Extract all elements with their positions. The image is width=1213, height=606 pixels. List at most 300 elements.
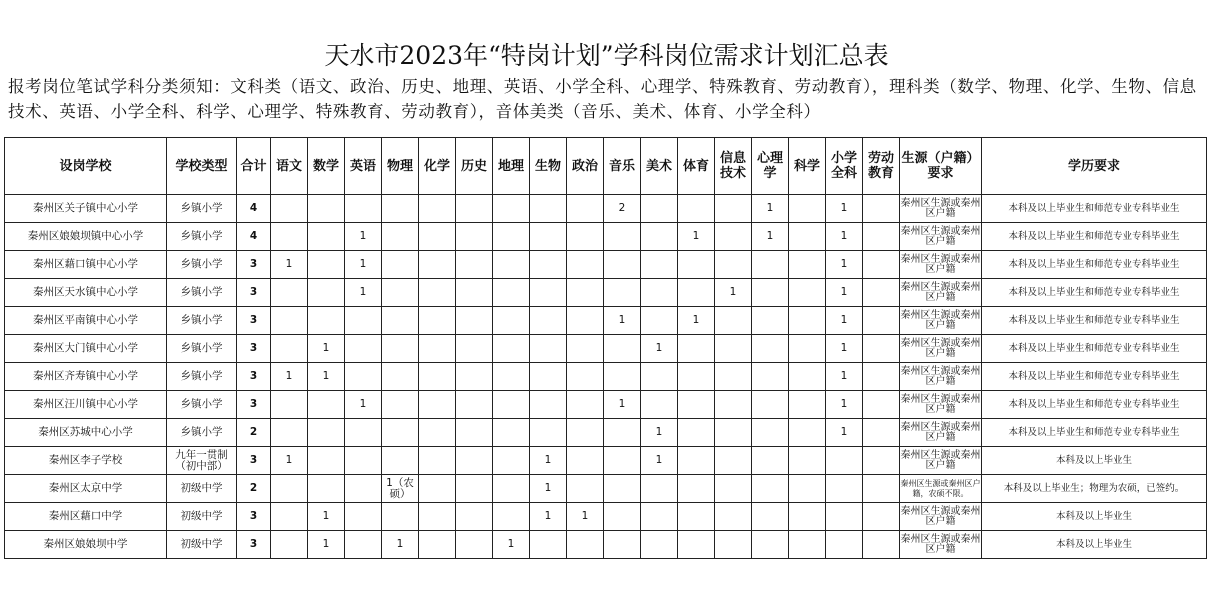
table-row — [5, 531, 1207, 559]
subject-count-cell — [678, 251, 715, 279]
table-row — [5, 503, 1207, 531]
subject-count-cell — [863, 503, 900, 531]
subject-count-cell — [271, 307, 308, 335]
subject-count-cell — [493, 251, 530, 279]
subject-count-cell — [715, 251, 752, 279]
header-cell: 小学全科 — [826, 138, 863, 195]
subject-count-cell — [456, 251, 493, 279]
source-requirement-cell: 秦州区生源或秦州区户籍 — [900, 447, 982, 475]
subject-count-cell — [715, 419, 752, 447]
total-cell: 2 — [237, 475, 271, 503]
school-name-cell: 秦州区齐寿镇中心小学 — [5, 363, 167, 391]
subject-count-cell — [567, 279, 604, 307]
header-cell: 语文 — [271, 138, 308, 195]
header-cell: 生物 — [530, 138, 567, 195]
subject-count-cell — [752, 419, 789, 447]
subject-count-cell — [641, 195, 678, 223]
table-row — [5, 475, 1207, 503]
subject-count-cell — [382, 363, 419, 391]
subject-count-cell — [493, 363, 530, 391]
subject-count-cell: 1 — [345, 279, 382, 307]
subject-count-cell: 1 — [604, 307, 641, 335]
total-cell: 3 — [237, 391, 271, 419]
source-requirement-cell: 秦州区生源或秦州区户籍 — [900, 363, 982, 391]
subject-count-cell — [271, 223, 308, 251]
school-type-cell: 初级中学 — [167, 475, 237, 503]
school-name-cell: 秦州区天水镇中心小学 — [5, 279, 167, 307]
table-row — [5, 279, 1207, 307]
subject-count-cell — [493, 391, 530, 419]
subject-count-cell — [308, 195, 345, 223]
subject-count-cell — [271, 279, 308, 307]
header-cell: 心理学 — [752, 138, 789, 195]
subject-count-cell — [456, 447, 493, 475]
subject-count-cell — [493, 223, 530, 251]
education-requirement-cell: 本科及以上毕业生 — [982, 503, 1207, 531]
subject-count-cell — [456, 475, 493, 503]
subject-count-cell — [382, 335, 419, 363]
subject-count-cell: 1 — [345, 391, 382, 419]
subject-count-cell: 1 — [271, 363, 308, 391]
education-requirement-cell: 本科及以上毕业生和师范专业专科毕业生 — [982, 391, 1207, 419]
subject-count-cell — [604, 503, 641, 531]
subject-count-cell — [863, 335, 900, 363]
subject-count-cell: 2 — [604, 195, 641, 223]
subject-count-cell — [419, 475, 456, 503]
education-requirement-cell: 本科及以上毕业生和师范专业专科毕业生 — [982, 307, 1207, 335]
subject-count-cell — [863, 195, 900, 223]
source-requirement-cell: 秦州区生源或秦州区户籍 — [900, 279, 982, 307]
subject-count-cell: 1 — [826, 279, 863, 307]
table-row — [5, 223, 1207, 251]
subject-count-cell — [271, 475, 308, 503]
education-requirement-cell: 本科及以上毕业生 — [982, 447, 1207, 475]
subject-count-cell: 1 — [604, 391, 641, 419]
subject-count-cell — [419, 391, 456, 419]
source-requirement-cell: 秦州区生源或秦州区户籍，农硕不限。 — [900, 475, 982, 503]
subject-count-cell — [752, 475, 789, 503]
header-cell: 历史 — [456, 138, 493, 195]
subject-count-cell — [678, 531, 715, 559]
subject-count-cell — [752, 363, 789, 391]
total-cell: 3 — [237, 335, 271, 363]
subject-count-cell — [641, 251, 678, 279]
subject-count-cell — [308, 391, 345, 419]
subject-count-cell — [789, 419, 826, 447]
header-cell: 政治 — [567, 138, 604, 195]
subject-count-cell: 1 — [345, 251, 382, 279]
education-requirement-cell: 本科及以上毕业生和师范专业专科毕业生 — [982, 195, 1207, 223]
subject-count-cell — [493, 447, 530, 475]
subject-count-cell — [752, 279, 789, 307]
subject-count-cell — [493, 475, 530, 503]
subject-count-cell: 1 — [826, 335, 863, 363]
school-type-cell: 初级中学 — [167, 503, 237, 531]
subject-count-cell: 1 — [826, 419, 863, 447]
subject-count-cell: 1 — [641, 447, 678, 475]
school-name-cell: 秦州区李子学校 — [5, 447, 167, 475]
subject-count-cell — [419, 503, 456, 531]
school-name-cell: 秦州区太京中学 — [5, 475, 167, 503]
subject-count-cell — [604, 447, 641, 475]
source-requirement-cell: 秦州区生源或秦州区户籍 — [900, 195, 982, 223]
subject-count-cell — [567, 531, 604, 559]
subject-count-cell: 1 — [826, 363, 863, 391]
subject-count-cell: 1（农硕） — [382, 475, 419, 503]
subject-count-cell — [345, 503, 382, 531]
education-requirement-cell: 本科及以上毕业生和师范专业专科毕业生 — [982, 363, 1207, 391]
subject-count-cell — [678, 335, 715, 363]
subject-count-cell — [530, 363, 567, 391]
subject-count-cell — [715, 335, 752, 363]
demand-table — [4, 137, 1207, 559]
subject-count-cell: 1 — [826, 251, 863, 279]
education-requirement-cell: 本科及以上毕业生和师范专业专科毕业生 — [982, 223, 1207, 251]
school-name-cell: 秦州区汪川镇中心小学 — [5, 391, 167, 419]
exam-notice: 报考岗位笔试学科分类须知：文科类（语文、政治、历史、地理、英语、小学全科、心理学、特殊教育、劳动教育），理科类（数学、物理、化学、生物、信息技术、英语、小学全科、科学、心理学、特殊教育、劳动教育），音体美类（音乐、美术、体育、小学全科） — [8, 77, 1197, 121]
header-cell: 设岗学校 — [5, 138, 167, 195]
subject-count-cell — [530, 307, 567, 335]
source-requirement-cell: 秦州区生源或秦州区户籍 — [900, 391, 982, 419]
subject-count-cell — [456, 307, 493, 335]
subject-count-cell: 1 — [345, 223, 382, 251]
subject-count-cell — [567, 391, 604, 419]
subject-count-cell — [382, 195, 419, 223]
school-name-cell: 秦州区平南镇中心小学 — [5, 307, 167, 335]
subject-count-cell — [493, 279, 530, 307]
subject-count-cell — [567, 475, 604, 503]
subject-count-cell — [530, 251, 567, 279]
subject-count-cell — [530, 223, 567, 251]
subject-count-cell: 1 — [382, 531, 419, 559]
subject-count-cell: 1 — [826, 195, 863, 223]
total-cell: 3 — [237, 279, 271, 307]
subject-count-cell — [789, 279, 826, 307]
subject-count-cell — [604, 419, 641, 447]
subject-count-cell — [493, 195, 530, 223]
table-row — [5, 307, 1207, 335]
header-cell: 地理 — [493, 138, 530, 195]
subject-count-cell — [271, 391, 308, 419]
subject-count-cell — [530, 391, 567, 419]
school-type-cell: 乡镇小学 — [167, 195, 237, 223]
subject-count-cell: 1 — [271, 251, 308, 279]
subject-count-cell — [530, 335, 567, 363]
subject-count-cell — [419, 363, 456, 391]
subject-count-cell — [604, 475, 641, 503]
subject-count-cell — [752, 447, 789, 475]
subject-count-cell — [456, 419, 493, 447]
school-type-cell: 乡镇小学 — [167, 223, 237, 251]
subject-count-cell — [752, 391, 789, 419]
subject-count-cell — [382, 251, 419, 279]
subject-count-cell: 1 — [530, 503, 567, 531]
subject-count-cell — [678, 279, 715, 307]
subject-count-cell: 1 — [530, 475, 567, 503]
subject-count-cell — [308, 307, 345, 335]
header-cell: 学校类型 — [167, 138, 237, 195]
subject-count-cell — [789, 475, 826, 503]
subject-count-cell — [863, 419, 900, 447]
subject-count-cell — [308, 475, 345, 503]
subject-count-cell — [419, 195, 456, 223]
school-type-cell: 乡镇小学 — [167, 335, 237, 363]
header-cell: 英语 — [345, 138, 382, 195]
education-requirement-cell: 本科及以上毕业生和师范专业专科毕业生 — [982, 335, 1207, 363]
subject-count-cell — [715, 503, 752, 531]
subject-count-cell — [863, 447, 900, 475]
subject-count-cell — [715, 531, 752, 559]
total-cell: 3 — [237, 447, 271, 475]
education-requirement-cell: 本科及以上毕业生和师范专业专科毕业生 — [982, 279, 1207, 307]
subject-count-cell — [382, 391, 419, 419]
subject-count-cell — [493, 419, 530, 447]
subject-count-cell: 1 — [530, 447, 567, 475]
subject-count-cell — [789, 195, 826, 223]
subject-count-cell — [419, 223, 456, 251]
school-type-cell: 九年一贯制（初中部） — [167, 447, 237, 475]
subject-count-cell — [789, 503, 826, 531]
subject-count-cell — [604, 335, 641, 363]
subject-count-cell — [863, 251, 900, 279]
subject-count-cell — [641, 391, 678, 419]
table-row — [5, 335, 1207, 363]
subject-count-cell — [678, 503, 715, 531]
school-type-cell: 乡镇小学 — [167, 419, 237, 447]
subject-count-cell — [345, 531, 382, 559]
subject-count-cell — [419, 447, 456, 475]
subject-count-cell — [308, 447, 345, 475]
total-cell: 3 — [237, 503, 271, 531]
school-name-cell: 秦州区藉口镇中心小学 — [5, 251, 167, 279]
subject-count-cell — [456, 503, 493, 531]
header-cell: 学历要求 — [982, 138, 1207, 195]
table-row — [5, 363, 1207, 391]
subject-count-cell — [604, 279, 641, 307]
subject-count-cell — [604, 531, 641, 559]
school-name-cell: 秦州区关子镇中心小学 — [5, 195, 167, 223]
subject-count-cell — [863, 391, 900, 419]
subject-count-cell — [308, 279, 345, 307]
subject-count-cell — [826, 531, 863, 559]
subject-count-cell — [789, 363, 826, 391]
subject-count-cell — [530, 279, 567, 307]
subject-count-cell — [271, 531, 308, 559]
subject-count-cell — [604, 363, 641, 391]
subject-count-cell — [345, 475, 382, 503]
subject-count-cell — [567, 419, 604, 447]
source-requirement-cell: 秦州区生源或秦州区户籍 — [900, 251, 982, 279]
total-cell: 3 — [237, 307, 271, 335]
subject-count-cell — [863, 279, 900, 307]
subject-count-cell: 1 — [826, 223, 863, 251]
subject-count-cell — [567, 447, 604, 475]
subject-count-cell — [308, 223, 345, 251]
subject-count-cell — [345, 307, 382, 335]
subject-count-cell — [345, 447, 382, 475]
subject-count-cell — [715, 475, 752, 503]
subject-count-cell — [345, 195, 382, 223]
subject-count-cell — [641, 475, 678, 503]
header-cell: 音乐 — [604, 138, 641, 195]
subject-count-cell — [715, 195, 752, 223]
subject-count-cell — [641, 531, 678, 559]
total-cell: 2 — [237, 419, 271, 447]
subject-count-cell: 1 — [271, 447, 308, 475]
subject-count-cell — [345, 335, 382, 363]
school-type-cell: 乡镇小学 — [167, 391, 237, 419]
subject-count-cell — [752, 335, 789, 363]
subject-count-cell — [678, 363, 715, 391]
page-cutoff — [0, 566, 1213, 606]
subject-count-cell — [456, 195, 493, 223]
subject-count-cell — [678, 391, 715, 419]
subject-count-cell — [456, 223, 493, 251]
subject-count-cell — [493, 307, 530, 335]
subject-count-cell — [678, 419, 715, 447]
subject-count-cell — [863, 475, 900, 503]
education-requirement-cell: 本科及以上毕业生和师范专业专科毕业生 — [982, 419, 1207, 447]
subject-count-cell — [641, 223, 678, 251]
header-cell: 劳动教育 — [863, 138, 900, 195]
subject-count-cell — [345, 419, 382, 447]
subject-count-cell — [604, 223, 641, 251]
source-requirement-cell: 秦州区生源或秦州区户籍 — [900, 419, 982, 447]
subject-count-cell — [863, 363, 900, 391]
subject-count-cell — [789, 335, 826, 363]
subject-count-cell: 1 — [308, 503, 345, 531]
subject-count-cell — [752, 531, 789, 559]
subject-count-cell: 1 — [308, 531, 345, 559]
subject-count-cell — [456, 531, 493, 559]
subject-count-cell — [641, 279, 678, 307]
subject-count-cell — [863, 223, 900, 251]
subject-count-cell — [271, 335, 308, 363]
school-name-cell: 秦州区苏城中心小学 — [5, 419, 167, 447]
subject-count-cell — [678, 475, 715, 503]
subject-count-cell — [308, 419, 345, 447]
subject-count-cell — [567, 307, 604, 335]
subject-count-cell — [419, 279, 456, 307]
source-requirement-cell: 秦州区生源或秦州区户籍 — [900, 503, 982, 531]
subject-count-cell: 1 — [493, 531, 530, 559]
total-cell: 3 — [237, 251, 271, 279]
school-type-cell: 乡镇小学 — [167, 307, 237, 335]
subject-count-cell — [826, 475, 863, 503]
subject-count-cell: 1 — [826, 391, 863, 419]
subject-count-cell — [752, 503, 789, 531]
subject-count-cell — [308, 251, 345, 279]
subject-count-cell — [863, 531, 900, 559]
school-type-cell: 乡镇小学 — [167, 251, 237, 279]
subject-count-cell — [789, 391, 826, 419]
subject-count-cell — [604, 251, 641, 279]
subject-count-cell — [419, 419, 456, 447]
subject-count-cell — [456, 363, 493, 391]
subject-count-cell — [826, 447, 863, 475]
total-cell: 3 — [237, 531, 271, 559]
subject-count-cell — [678, 447, 715, 475]
subject-count-cell: 1 — [678, 307, 715, 335]
subject-count-cell — [826, 503, 863, 531]
total-cell: 4 — [237, 195, 271, 223]
source-requirement-cell: 秦州区生源或秦州区户籍 — [900, 307, 982, 335]
subject-count-cell — [382, 447, 419, 475]
subject-count-cell — [789, 307, 826, 335]
school-name-cell: 秦州区大门镇中心小学 — [5, 335, 167, 363]
table-title: 天水市2023年“特岗计划”学科岗位需求计划汇总表 — [324, 41, 889, 70]
education-requirement-cell: 本科及以上毕业生和师范专业专科毕业生 — [982, 251, 1207, 279]
subject-count-cell — [382, 419, 419, 447]
subject-count-cell — [382, 279, 419, 307]
school-type-cell: 乡镇小学 — [167, 363, 237, 391]
subject-count-cell — [271, 419, 308, 447]
table-row — [5, 447, 1207, 475]
subject-count-cell — [419, 335, 456, 363]
subject-count-cell: 1 — [752, 223, 789, 251]
subject-count-cell — [382, 307, 419, 335]
subject-count-cell — [567, 251, 604, 279]
header-cell: 美术 — [641, 138, 678, 195]
education-requirement-cell: 本科及以上毕业生；物理为农硕，已签约。 — [982, 475, 1207, 503]
header-cell: 合计 — [237, 138, 271, 195]
subject-count-cell — [530, 419, 567, 447]
subject-count-cell — [493, 503, 530, 531]
source-requirement-cell: 秦州区生源或秦州区户籍 — [900, 531, 982, 559]
school-name-cell: 秦州区娘娘坝中学 — [5, 531, 167, 559]
subject-count-cell: 1 — [308, 363, 345, 391]
subject-count-cell — [271, 503, 308, 531]
subject-count-cell — [456, 335, 493, 363]
subject-count-cell — [345, 363, 382, 391]
source-requirement-cell: 秦州区生源或秦州区户籍 — [900, 223, 982, 251]
school-name-cell: 秦州区藉口中学 — [5, 503, 167, 531]
subject-count-cell — [789, 251, 826, 279]
subject-count-cell — [678, 195, 715, 223]
subject-count-cell — [567, 363, 604, 391]
subject-count-cell — [456, 391, 493, 419]
subject-count-cell — [789, 223, 826, 251]
subject-count-cell: 1 — [641, 419, 678, 447]
header-cell: 化学 — [419, 138, 456, 195]
subject-count-cell: 1 — [678, 223, 715, 251]
subject-count-cell — [271, 195, 308, 223]
subject-count-cell — [419, 251, 456, 279]
subject-count-cell — [456, 279, 493, 307]
header-cell: 生源（户籍）要求 — [900, 138, 982, 195]
subject-count-cell — [641, 307, 678, 335]
subject-count-cell — [752, 307, 789, 335]
subject-count-cell: 1 — [826, 307, 863, 335]
header-cell: 科学 — [789, 138, 826, 195]
subject-count-cell: 1 — [567, 503, 604, 531]
table-row — [5, 251, 1207, 279]
header-cell: 信息技术 — [715, 138, 752, 195]
subject-count-cell — [715, 223, 752, 251]
school-type-cell: 初级中学 — [167, 531, 237, 559]
subject-count-cell — [567, 195, 604, 223]
subject-count-cell — [715, 447, 752, 475]
subject-count-cell — [567, 223, 604, 251]
subject-count-cell: 1 — [752, 195, 789, 223]
table-row — [5, 195, 1207, 223]
total-cell: 3 — [237, 363, 271, 391]
subject-count-cell — [789, 447, 826, 475]
header-cell: 物理 — [382, 138, 419, 195]
subject-count-cell — [715, 391, 752, 419]
subject-count-cell — [493, 335, 530, 363]
subject-count-cell — [715, 307, 752, 335]
